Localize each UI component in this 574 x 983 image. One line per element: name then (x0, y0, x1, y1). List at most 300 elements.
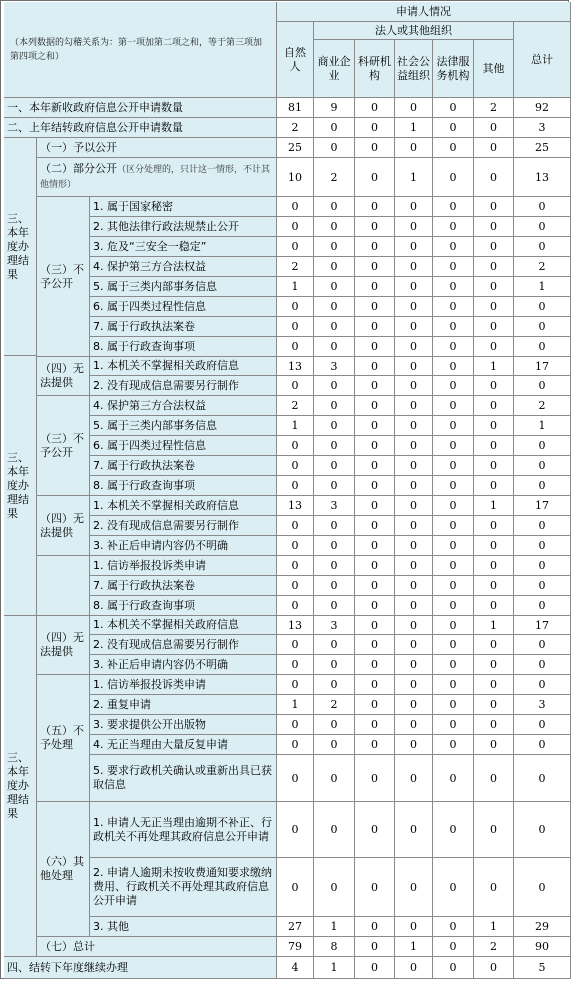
table-cell: 0 (474, 416, 514, 436)
table-cell: 0 (277, 436, 314, 456)
table-cell: 17 (514, 616, 571, 635)
table-cell: 0 (395, 715, 433, 735)
table-cell: 0 (277, 556, 314, 576)
table-cell: 0 (395, 516, 433, 536)
table-cell: 0 (314, 655, 355, 675)
table-cell: 0 (277, 715, 314, 735)
table-cell: 0 (355, 655, 395, 675)
table-cell: 1 (277, 416, 314, 436)
table-cell: 0 (514, 516, 571, 536)
table-cell: 0 (277, 858, 314, 917)
table-cell: 2 (314, 158, 355, 197)
table-cell: 0 (277, 536, 314, 556)
table-cell: 0 (314, 576, 355, 596)
table-cell: 0 (314, 237, 355, 257)
row-label: 6. 属于四类过程性信息 (90, 436, 277, 456)
row-label: 2. 其他法律行政法规禁止公开 (90, 217, 277, 237)
table-cell: 0 (277, 237, 314, 257)
table-cell: 2 (474, 937, 514, 957)
table-cell: 0 (395, 496, 433, 516)
table-cell: 0 (314, 536, 355, 556)
table-cell: 0 (514, 635, 571, 655)
table-cell: 0 (474, 596, 514, 616)
table-cell: 0 (514, 715, 571, 735)
table-cell: 0 (474, 635, 514, 655)
table-cell: 79 (277, 937, 314, 957)
table-cell: 0 (474, 158, 514, 197)
table-cell: 0 (474, 396, 514, 416)
table-cell: 0 (395, 576, 433, 596)
table-cell: 0 (355, 576, 395, 596)
table-cell: 1 (474, 496, 514, 516)
table-cell: 0 (355, 917, 395, 937)
table-cell: 0 (395, 257, 433, 277)
table-cell: 0 (395, 376, 433, 396)
header-social: 社会公益组织 (395, 40, 433, 98)
table-cell: 0 (433, 655, 474, 675)
table-cell: 0 (395, 138, 433, 158)
table-cell: 0 (355, 396, 395, 416)
table-cell: 0 (395, 655, 433, 675)
table-cell: 0 (395, 695, 433, 715)
table-cell: 27 (277, 917, 314, 937)
table-cell: 0 (514, 237, 571, 257)
table-cell: 0 (433, 396, 474, 416)
table-cell: 0 (433, 337, 474, 357)
table-cell: 0 (277, 476, 314, 496)
table-cell: 0 (355, 237, 395, 257)
row-label: 1. 属于国家秘密 (90, 197, 277, 217)
table-cell: 0 (355, 436, 395, 456)
category-5: （五）不予处理 (37, 675, 90, 802)
row-label: 2. 没有现成信息需要另行制作 (90, 516, 277, 536)
row-label: 1. 信访举报投诉类申请 (90, 675, 277, 695)
row-label: 2. 没有现成信息需要另行制作 (90, 376, 277, 396)
table-cell: 2 (474, 98, 514, 118)
table-cell: 0 (355, 217, 395, 237)
table-cell: 3 (514, 695, 571, 715)
table-cell: 2 (314, 695, 355, 715)
table-cell: 0 (355, 715, 395, 735)
table-cell: 1 (277, 277, 314, 297)
table-cell: 0 (355, 118, 395, 138)
table-cell: 0 (314, 197, 355, 217)
category-3: （三）不予公开 (37, 197, 90, 357)
table-cell: 0 (514, 755, 571, 802)
table-cell: 0 (277, 735, 314, 755)
table-cell: 0 (314, 675, 355, 695)
category-4b: （四）无法提供 (37, 496, 90, 556)
table-cell: 0 (474, 576, 514, 596)
row-label: 3. 要求提供公开出版物 (90, 715, 277, 735)
table-cell: 0 (395, 297, 433, 317)
table-cell: 0 (277, 516, 314, 536)
row-label: 3. 补正后申请内容仍不明确 (90, 536, 277, 556)
table-cell: 0 (514, 317, 571, 337)
table-cell: 2 (277, 118, 314, 138)
table-cell: 0 (514, 655, 571, 675)
table-cell: 0 (355, 337, 395, 357)
section-3a: 三、本年度办理结果 (4, 138, 37, 356)
table-cell: 0 (474, 337, 514, 357)
table-cell: 0 (433, 695, 474, 715)
table-cell: 25 (277, 138, 314, 158)
table-cell: 0 (514, 436, 571, 456)
table-cell: 0 (433, 257, 474, 277)
row-label: 一、本年新收政府信息公开申请数量 (4, 98, 277, 118)
table-cell: 0 (395, 556, 433, 576)
table-cell: 0 (277, 802, 314, 858)
category-6: （六）其他处理 (37, 802, 90, 937)
table-cell: 0 (433, 197, 474, 217)
table-cell: 0 (355, 297, 395, 317)
table-cell: 0 (314, 277, 355, 297)
table-cell: 0 (433, 118, 474, 138)
category-4a: （四）无法提供 (37, 357, 90, 396)
table-cell: 10 (277, 158, 314, 197)
table-cell: 0 (433, 277, 474, 297)
table-cell: 81 (277, 98, 314, 118)
table-cell: 0 (433, 858, 474, 917)
table-cell: 0 (395, 357, 433, 376)
table-cell: 0 (355, 858, 395, 917)
header-natural: 自然人 (277, 22, 314, 98)
table-cell: 0 (314, 217, 355, 237)
table-cell: 0 (474, 675, 514, 695)
table-cell: 0 (433, 317, 474, 337)
table-cell: 0 (474, 257, 514, 277)
table-cell: 0 (314, 436, 355, 456)
table-cell: 1 (474, 917, 514, 937)
table-cell: 0 (474, 376, 514, 396)
table-cell: 0 (514, 197, 571, 217)
table-cell: 0 (355, 277, 395, 297)
row-label: 8. 属于行政查询事项 (90, 337, 277, 357)
table-cell: 13 (277, 357, 314, 376)
table-cell: 0 (433, 755, 474, 802)
table-cell: 1 (474, 616, 514, 635)
table-cell: 0 (314, 337, 355, 357)
table-cell: 0 (514, 596, 571, 616)
table-cell: 0 (433, 436, 474, 456)
table-cell: 0 (474, 695, 514, 715)
table-cell: 0 (433, 616, 474, 635)
table-cell: 0 (277, 755, 314, 802)
row-label: 1. 本机关不掌握相关政府信息 (90, 357, 277, 376)
table-cell: 0 (474, 476, 514, 496)
table-cell: 0 (433, 376, 474, 396)
table-cell: 13 (277, 616, 314, 635)
row-label: 二、上年结转政府信息公开申请数量 (4, 118, 277, 138)
table-cell: 0 (474, 655, 514, 675)
table-cell: 0 (514, 556, 571, 576)
table-cell: 0 (395, 416, 433, 436)
row-label: 5. 属于三类内部事务信息 (90, 416, 277, 436)
table-cell: 0 (474, 858, 514, 917)
table-cell: 0 (514, 576, 571, 596)
table-cell: 0 (355, 376, 395, 396)
table-cell: 0 (277, 337, 314, 357)
table-cell: 1 (474, 357, 514, 376)
table-cell: 0 (474, 536, 514, 556)
table-cell: 0 (355, 635, 395, 655)
table-cell: 29 (514, 917, 571, 937)
table-cell: 0 (514, 858, 571, 917)
row-label: 4. 保护第三方合法权益 (90, 396, 277, 416)
table-cell: 0 (474, 516, 514, 536)
table-cell: 1 (395, 937, 433, 957)
table-cell: 92 (514, 98, 571, 118)
table-cell: 0 (355, 536, 395, 556)
table-cell: 0 (355, 755, 395, 802)
row-label: 7. 属于行政执法案卷 (90, 576, 277, 596)
table-cell: 13 (514, 158, 571, 197)
table-cell: 0 (395, 917, 433, 937)
row-label: 3. 补正后申请内容仍不明确 (90, 655, 277, 675)
table-cell: 0 (433, 735, 474, 755)
table-cell: 0 (433, 237, 474, 257)
table-cell: 0 (474, 277, 514, 297)
table-cell: 0 (314, 118, 355, 138)
row-label: 7. 属于行政执法案卷 (90, 317, 277, 337)
row-label: 2. 重复申请 (90, 695, 277, 715)
table-cell: 2 (277, 257, 314, 277)
category-3b: （三）不予公开 (37, 396, 90, 496)
table-cell: 0 (433, 556, 474, 576)
table-cell: 0 (474, 456, 514, 476)
table-cell: 0 (314, 802, 355, 858)
table-cell: 3 (314, 357, 355, 376)
table-cell: 0 (355, 556, 395, 576)
table-cell: 0 (314, 416, 355, 436)
category-4c: （四）无法提供 (37, 616, 90, 675)
table-cell: 0 (355, 257, 395, 277)
row-label: 1. 信访举报投诉类申请 (90, 556, 277, 576)
table-cell: 13 (277, 496, 314, 516)
table-cell: 0 (355, 496, 395, 516)
table-cell: 3 (314, 616, 355, 635)
table-cell: 0 (433, 416, 474, 436)
table-cell: 0 (395, 277, 433, 297)
table-cell: 0 (355, 158, 395, 197)
table-cell: 0 (355, 695, 395, 715)
table-cell: 0 (277, 297, 314, 317)
table-cell: 0 (314, 456, 355, 476)
table-cell: 1 (395, 118, 433, 138)
table-cell: 0 (355, 456, 395, 476)
row-label: 8. 属于行政查询事项 (90, 596, 277, 616)
table-cell: 0 (474, 735, 514, 755)
table-cell: 0 (514, 802, 571, 858)
table-cell: 3 (314, 496, 355, 516)
header-business: 商业企业 (314, 40, 355, 98)
row-label-main: （二）部分公开 (40, 162, 117, 175)
table-cell: 1 (277, 695, 314, 715)
table-cell: 0 (395, 596, 433, 616)
table-cell: 17 (514, 496, 571, 516)
table-cell: 2 (514, 396, 571, 416)
header-applicant: 申请人情况 (277, 2, 571, 22)
table-cell: 0 (514, 735, 571, 755)
row-label-note: （区分处理的，只计这一情形，不计其他情形） (40, 165, 271, 190)
row-label: （七）总计 (37, 937, 277, 957)
row-label: 5. 属于三类内部事务信息 (90, 277, 277, 297)
table-cell: 0 (395, 436, 433, 456)
table-cell: 0 (395, 476, 433, 496)
table-cell: 0 (433, 98, 474, 118)
table-cell: 9 (314, 98, 355, 118)
table-cell: 0 (355, 596, 395, 616)
table-cell: 0 (474, 237, 514, 257)
row-label: 1. 申请人无正当理由逾期不补正、行政机关不再处理其政府信息公开申请 (90, 802, 277, 858)
header-total: 总计 (514, 22, 571, 98)
table-cell: 0 (314, 516, 355, 536)
table-cell: 0 (277, 456, 314, 476)
row-label: 4. 保护第三方合法权益 (90, 257, 277, 277)
table-cell: 0 (314, 376, 355, 396)
table-cell: 0 (433, 917, 474, 937)
table-cell: 90 (514, 937, 571, 957)
table-cell: 0 (395, 237, 433, 257)
table-cell: 1 (314, 957, 355, 979)
table-cell: 0 (395, 735, 433, 755)
table-cell: 0 (355, 138, 395, 158)
section-3b: 三、本年度办理结果 (4, 356, 37, 616)
table-cell: 0 (395, 456, 433, 476)
header-legal: 法人或其他组织 (314, 22, 514, 40)
table-cell: 0 (277, 376, 314, 396)
row-label: 3. 其他 (90, 917, 277, 937)
header-lawsvc: 法律服务机构 (433, 40, 474, 98)
table-cell: 0 (474, 802, 514, 858)
table-cell: 0 (277, 576, 314, 596)
table-cell: 17 (514, 357, 571, 376)
row-label: 2. 没有现成信息需要另行制作 (90, 635, 277, 655)
table-cell: 0 (433, 715, 474, 735)
table-cell: 0 (314, 735, 355, 755)
table-cell: 8 (314, 937, 355, 957)
table-cell: 0 (277, 197, 314, 217)
table-cell: 0 (314, 596, 355, 616)
section-3c: 三、本年度办理结果 (4, 616, 37, 957)
table-cell: 0 (314, 635, 355, 655)
table-cell: 0 (433, 158, 474, 197)
table-cell: 0 (395, 802, 433, 858)
table-cell: 0 (433, 675, 474, 695)
table-cell: 0 (433, 496, 474, 516)
table-cell: 0 (314, 138, 355, 158)
table-cell: 0 (474, 317, 514, 337)
table-cell: 0 (474, 197, 514, 217)
table-cell: 0 (395, 98, 433, 118)
table-cell: 0 (395, 858, 433, 917)
table-cell: 0 (474, 755, 514, 802)
header-other: 其他 (474, 40, 514, 98)
table-cell: 1 (314, 917, 355, 937)
table-cell: 1 (514, 416, 571, 436)
table-cell: 0 (277, 635, 314, 655)
table-cell: 0 (314, 297, 355, 317)
table-cell: 25 (514, 138, 571, 158)
table-cell: 0 (474, 957, 514, 979)
row-label (37, 158, 277, 197)
table-cell: 0 (433, 217, 474, 237)
table-cell: 0 (355, 516, 395, 536)
table-cell: 0 (314, 755, 355, 802)
table-cell: 0 (277, 217, 314, 237)
table-cell: 0 (395, 217, 433, 237)
table-cell: 0 (474, 217, 514, 237)
table-cell: 0 (433, 516, 474, 536)
table-cell: 0 (514, 456, 571, 476)
table-cell: 0 (474, 715, 514, 735)
table-cell: 0 (514, 376, 571, 396)
table-cell: 0 (395, 536, 433, 556)
table-cell: 0 (395, 635, 433, 655)
header-note: （本列数据的勾稽关系为：第一项加第二项之和，等于第三项加第四项之和） (4, 2, 277, 98)
table-cell: 0 (395, 675, 433, 695)
table-cell: 0 (395, 317, 433, 337)
table-cell: 0 (474, 556, 514, 576)
row-label: 7. 属于行政执法案卷 (90, 456, 277, 476)
row-label: 2. 申请人逾期未按收费通知要求缴纳费用、行政机关不再处理其政府信息公开申请 (90, 858, 277, 917)
table-cell: 0 (355, 616, 395, 635)
table-cell: 0 (433, 357, 474, 376)
row-label: 4. 无正当理由大量反复申请 (90, 735, 277, 755)
table-cell: 0 (514, 297, 571, 317)
table-cell: 0 (433, 297, 474, 317)
table-cell: 0 (355, 802, 395, 858)
row-label: 1. 本机关不掌握相关政府信息 (90, 496, 277, 516)
row-label: 四、结转下年度继续办理 (4, 957, 277, 979)
table-cell: 0 (355, 937, 395, 957)
table-cell: 0 (514, 337, 571, 357)
table-cell: 1 (395, 158, 433, 197)
table-cell: 0 (514, 675, 571, 695)
table-cell: 0 (355, 476, 395, 496)
table-cell: 1 (514, 277, 571, 297)
table-cell: 0 (314, 715, 355, 735)
table-cell: 0 (433, 138, 474, 158)
table-cell: 3 (514, 118, 571, 138)
row-label: 8. 属于行政查询事项 (90, 476, 277, 496)
table-cell: 0 (314, 257, 355, 277)
table-cell: 0 (433, 937, 474, 957)
table-cell: 0 (277, 596, 314, 616)
table-cell: 0 (474, 118, 514, 138)
table-cell: 0 (433, 456, 474, 476)
table-cell: 0 (355, 735, 395, 755)
table-cell: 5 (514, 957, 571, 979)
table-cell: 0 (433, 802, 474, 858)
table-cell: 0 (314, 858, 355, 917)
table-cell: 0 (314, 396, 355, 416)
table-cell: 2 (277, 396, 314, 416)
table-cell: 0 (395, 616, 433, 635)
table-cell: 0 (314, 556, 355, 576)
table-cell: 0 (314, 317, 355, 337)
row-label: 3. 危及“三安全一稳定” (90, 237, 277, 257)
table-cell: 0 (474, 138, 514, 158)
row-label: 5. 要求行政机关确认或重新出具已获取信息 (90, 755, 277, 802)
row-label: 6. 属于四类过程性信息 (90, 297, 277, 317)
row-label: 1. 本机关不掌握相关政府信息 (90, 616, 277, 635)
table-cell: 0 (355, 197, 395, 217)
table-cell: 0 (395, 755, 433, 802)
table-cell: 0 (433, 635, 474, 655)
table-cell: 0 (395, 396, 433, 416)
header-research: 科研机构 (355, 40, 395, 98)
